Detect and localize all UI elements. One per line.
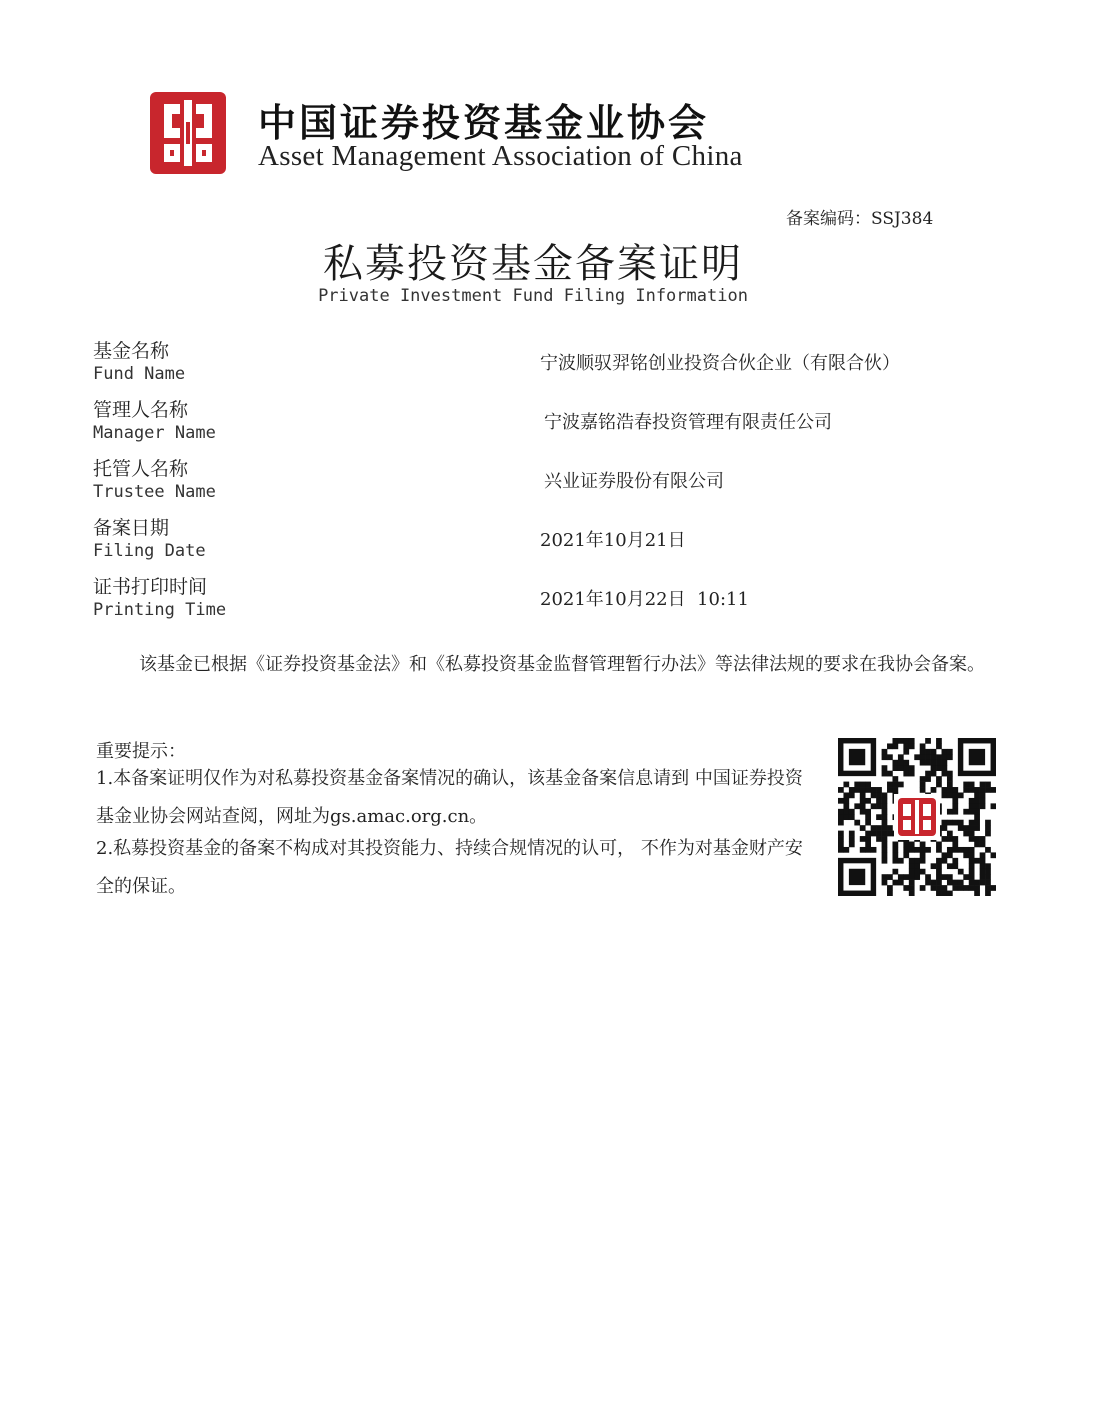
field-value: 2021年10月22日 10:11 <box>540 589 749 610</box>
field-label-cn: 备案日期 <box>93 517 170 539</box>
notice-heading: 重要提示： <box>96 741 186 762</box>
notice-item: 1.本备案证明仅作为对私募投资基金备案情况的确认，该基金备案信息请到 中国证券投资基金业协会网站查阅，网址为gs.amac.org.cn。 <box>96 768 803 827</box>
qr-code-icon <box>838 738 996 896</box>
filing-statement: 该基金已根据《证券投资基金法》和《私募投资基金监督管理暂行办法》等法律法规的要求在我协会备案。 <box>139 654 985 675</box>
field-label-en: Fund Name <box>93 364 186 384</box>
field-printing-time <box>0 572 1100 632</box>
field-label-en: Manager Name <box>93 423 216 443</box>
certificate-title-en: Private Investment Fund Filing Information <box>318 286 748 306</box>
field-fund-name <box>0 336 1100 396</box>
notice-item: 2.私募投资基金的备案不构成对其投资能力、持续合规情况的认可， 不作为对基金财产安全的保证。 <box>96 838 803 897</box>
field-trustee-name <box>0 454 1100 514</box>
field-manager-name <box>0 395 1100 455</box>
field-label-cn: 管理人名称 <box>93 399 189 421</box>
org-name-cn: 中国证券投资基金业协会 <box>258 101 710 145</box>
field-label-cn: 托管人名称 <box>93 458 189 480</box>
field-value: 宁波嘉铭浩春投资管理有限责任公司 <box>544 412 832 433</box>
field-filing-date <box>0 513 1100 573</box>
filing-code: 备案编码：SSJ384 <box>786 209 934 229</box>
field-label-cn: 基金名称 <box>93 340 170 362</box>
org-name-en: Asset Management Association of China <box>258 140 743 172</box>
field-label-en: Filing Date <box>93 541 206 561</box>
field-label-cn: 证书打印时间 <box>93 576 208 598</box>
certificate-title-cn: 私募投资基金备案证明 <box>323 241 743 287</box>
field-label-en: Printing Time <box>93 600 227 620</box>
field-value: 兴业证券股份有限公司 <box>544 471 724 492</box>
field-value: 宁波顺驭羿铭创业投资合伙企业（有限合伙） <box>540 353 900 374</box>
field-label-en: Trustee Name <box>93 482 216 502</box>
amac-seal-logo-icon <box>150 92 226 174</box>
field-value: 2021年10月21日 <box>540 530 686 551</box>
